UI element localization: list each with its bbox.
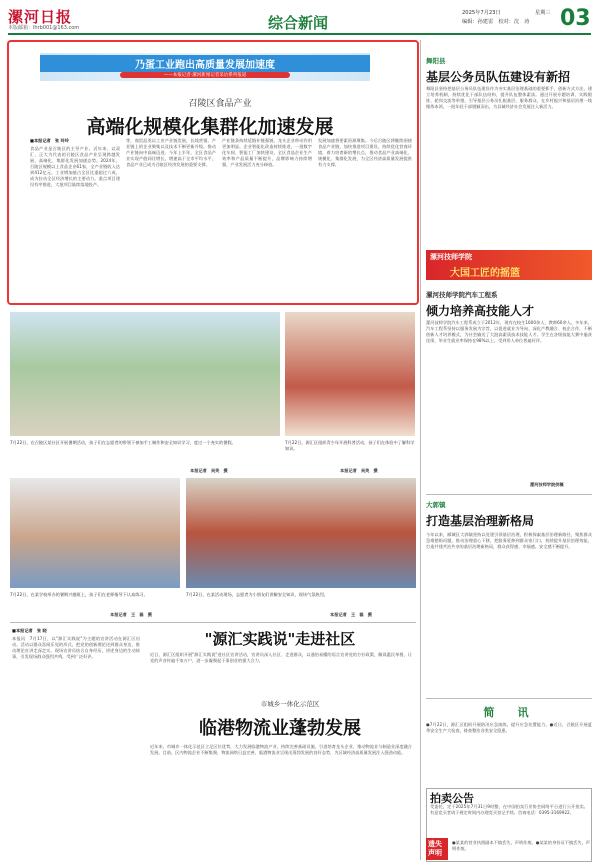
side-story-2-credit: 漯河技师学院供稿 [530,482,564,487]
photo-credit-left: 本报记者 吴英 摄 [190,468,228,473]
side-story-2-body: 漯河技师学院汽车工程系成立于2012年，现有在校生1600余人，教师60余人。多年来，汽车工程系坚持以服务发展为宗旨，以促进就业为导向，深化产教融合、校企合作，不断创新人才培养模式，为社会输送了大批高素质技术技能人才。学生在各级技能大赛中屡获佳绩，毕业生就业率保持在98%以上，受到用人单位普遍好评。 [426,320,592,343]
side-story-2-kicker: 漯河技师学院汽车工程系 [426,291,498,299]
photo-volunteer-event [186,478,416,588]
side-story-2-headline[interactable]: 倾力培养高技能人才 [426,304,535,318]
newspaper-logo: 漯河日报 [8,8,73,26]
photo-credit-bottom-right: 本报记者 王 磊 摄 [330,612,372,617]
lead-banner-title: 乃蛋工业跑出高质量发展加速度 [40,55,370,72]
side-story-1-headline[interactable]: 基层公务员队伍建设有新招 [426,70,571,84]
bottom-story-2-body: 近年来，市城乡一体化示范区立足区位优势，大力发展临港物流产业，持续完善基础设施，引进培育龙头企业，推动物流业与制造业深度融合发展。目前，区内物流企业不断集聚，物流网络日益完善，临港物流业呈现出蓬勃发展的良好态势，为区域经济高质量发展注入强劲动能。 [150,744,412,755]
bottom-story-1-body: 近日，源汇区组织开展"源汇实践说"进社区宣讲活动，宣讲员深入社区、走进群众，以通俗易懂的语言宣讲党的方针政策，解读惠民举措，让党的声音传遍千家万户，进一步凝聚起干事创业的强大合力。 [150,652,412,663]
side-divider-2 [426,698,592,699]
header-divider [8,33,591,35]
lead-body-col-2: 等，商贸品类以工业产业链发展，长线营销。产业链上的企业聚集以及技术不断更新升级，推动产业链向中高端迈进。今年上半年，全区食品产业实现产值同比增长，增速高于全市平均水平，食品产业已成为召陵区经济发展的重要支撑。 [126,138,216,167]
column-divider [420,40,421,860]
photo-caption-right: 7月22日，源汇区组织青少年开展科普活动，孩子们在体验中了解科学知识。 [285,440,415,451]
side-story-1-body: 舞阳县坚持把基层公务员队伍建设作为夯实基层治理基础的重要抓手，创新方式方法，建立培养机制，持续优化干部队伍结构，提升队伍整体素质。通过开展专题培训、实践锻炼、轮岗交流等举措，引导基层公务员扎根基层、服务群众，在乡村振兴和基层治理一线锤炼本领，一批年轻干部脱颖而出，为县域经济社会发展注入新活力。 [426,86,592,109]
issue-weekday: 星期三 [535,10,551,16]
auction-notice-body: 受委托，定于2025年7月31日9时整，在中国拍卖行业协会网络平台进行公开拍卖。有意竞买者请于规定时间内办理竞买登记手续。咨询电话：0395-3169922。 [430,804,588,815]
photo-caption-bottom-right: 7月22日，在某活动现场，志愿者为小朋友们讲解安全知识，现场气氛热烈。 [186,592,328,597]
lead-kicker: 召陵区食品产业 [188,99,252,109]
section-title: 综合新闻 [268,14,329,32]
bottom-story-2-headline[interactable]: 临港物流业蓬勃发展 [199,718,361,739]
technician-college-slogan: 大国工匠的摇篮 [450,268,520,279]
contact-email: 本版邮箱：lhrb001@163.com [8,25,80,31]
side-story-1-kicker: 舞阳县 [426,57,446,65]
side-divider-1 [426,494,592,495]
photo-credit-right: 本报记者 吴英 摄 [340,468,378,473]
lead-banner-subtitle: ——本报记者·漯河新闻记者采访系列报道 [120,72,290,78]
issue-date: 2025年7月23日 [462,10,501,16]
side-story-3-body: 今年以来，郾城区大郭镇坚持以党建引领基层治理，积极探索基层治理新路径，聚焦群众急难愁盼问题，推动治理重心下移，把服务延伸到群众家门口，持续提升基层治理效能，打造共建共治共享的基层治理新格局，群众获得感、幸福感、安全感不断提升。 [426,532,592,549]
bottom-divider [10,622,416,623]
lead-headline[interactable]: 高端化规模化集群化加速发展 [86,116,334,138]
photo-children-science [285,312,415,436]
lost-notice-body: ●某某的营业执照副本不慎丢失，声明作废。●某某的身份证不慎丢失，声明作废。 [452,840,590,851]
auction-notice-title: 拍卖公告 [430,792,474,805]
photo-credit-bottom-left: 本报记者 王 磊 摄 [110,612,152,617]
photo-caption-bottom-left: 7月22日，在某学校举办的暑期兴趣班上，孩子们在老师指导下认真练习。 [10,592,148,597]
bottom-left-body: 本报讯 7月17日，以"源汇实践说"为主题的宣讲活动在源汇区启动。活动以群众喜闻乐见的形式，把党的创新理论送到群众身边，推动理论宣讲走深走实。现场宣讲员结合自身经历，讲述身边的生动故事，引发现场群众强烈共鸣，受到广泛好评。 [12,636,140,659]
lost-notice-label: 遗失声明 [428,840,442,857]
side-story-3-kicker: 大郭镇 [426,501,446,509]
bottom-story-2-kicker: 市城乡一体化示范区 [260,700,320,708]
photo-pavilion-activity [10,312,280,436]
lead-body-col-3: 产业链条持续延链补链强链，龙头企业带动作用更加明显。企业智能化改造持续推进，一批数字化车间、智能工厂加快建设，全区食品企业生产效率和产品质量不断提升，品牌影响力持续增强，产业发展活力充分释放。 [222,138,312,167]
lead-body-col-4: 发展加速将要素资源聚集。今后召陵区将继续围绕食品产业链，加快推进项目建设，持续优化营商环境，着力培育新的增长点，推动食品产业高端化、规模化、集群化发展，为全区经济高质量发展提供有力支撑。 [318,138,412,167]
lead-byline: ■本报记者 张 玲玲 [30,138,69,143]
technician-college-tag: 漯河技师学院 [430,253,472,261]
photo-caption-left: 7月22日，在召陵区某社区开展暑期活动，孩子们在志愿者的带领下参加手工制作和安全知识学习，度过一个充实的暑假。 [10,440,236,445]
brief-body: ●7月22日，源汇区组织开展防汛应急演练，提升应急处置能力。●近日，召陵区开展夏季安全生产大检查，排查整治各类安全隐患。 [426,722,592,733]
brief-title: 简 讯 [483,706,535,719]
side-story-3-headline[interactable]: 打造基层治理新格局 [426,514,535,528]
bottom-story-1-headline[interactable]: "源汇实践说"走进社区 [204,630,356,648]
editor-line: 编辑：孙建雷 校对：沈 涛 [462,19,530,25]
lead-body-col-1: 食品产业是召陵区的主导产业。近年来，以双汇、正大为代表的召陵区食品产业呈现跨越发展、高端化、集群化发展加速态势。2024年，召陵区规模以上食品企业61家，全产业链收入达到412亿元。工业增加值占全区比重超过六成，成为拉动全区经济增长的主要动力。重点项目建设有序推进，大批项目陆续落地投产。 [30,146,120,187]
bottom-left-byline: ■本报记者 张 晓 [12,628,47,633]
page-number: 03 [560,6,591,31]
photo-class-training [10,478,180,588]
